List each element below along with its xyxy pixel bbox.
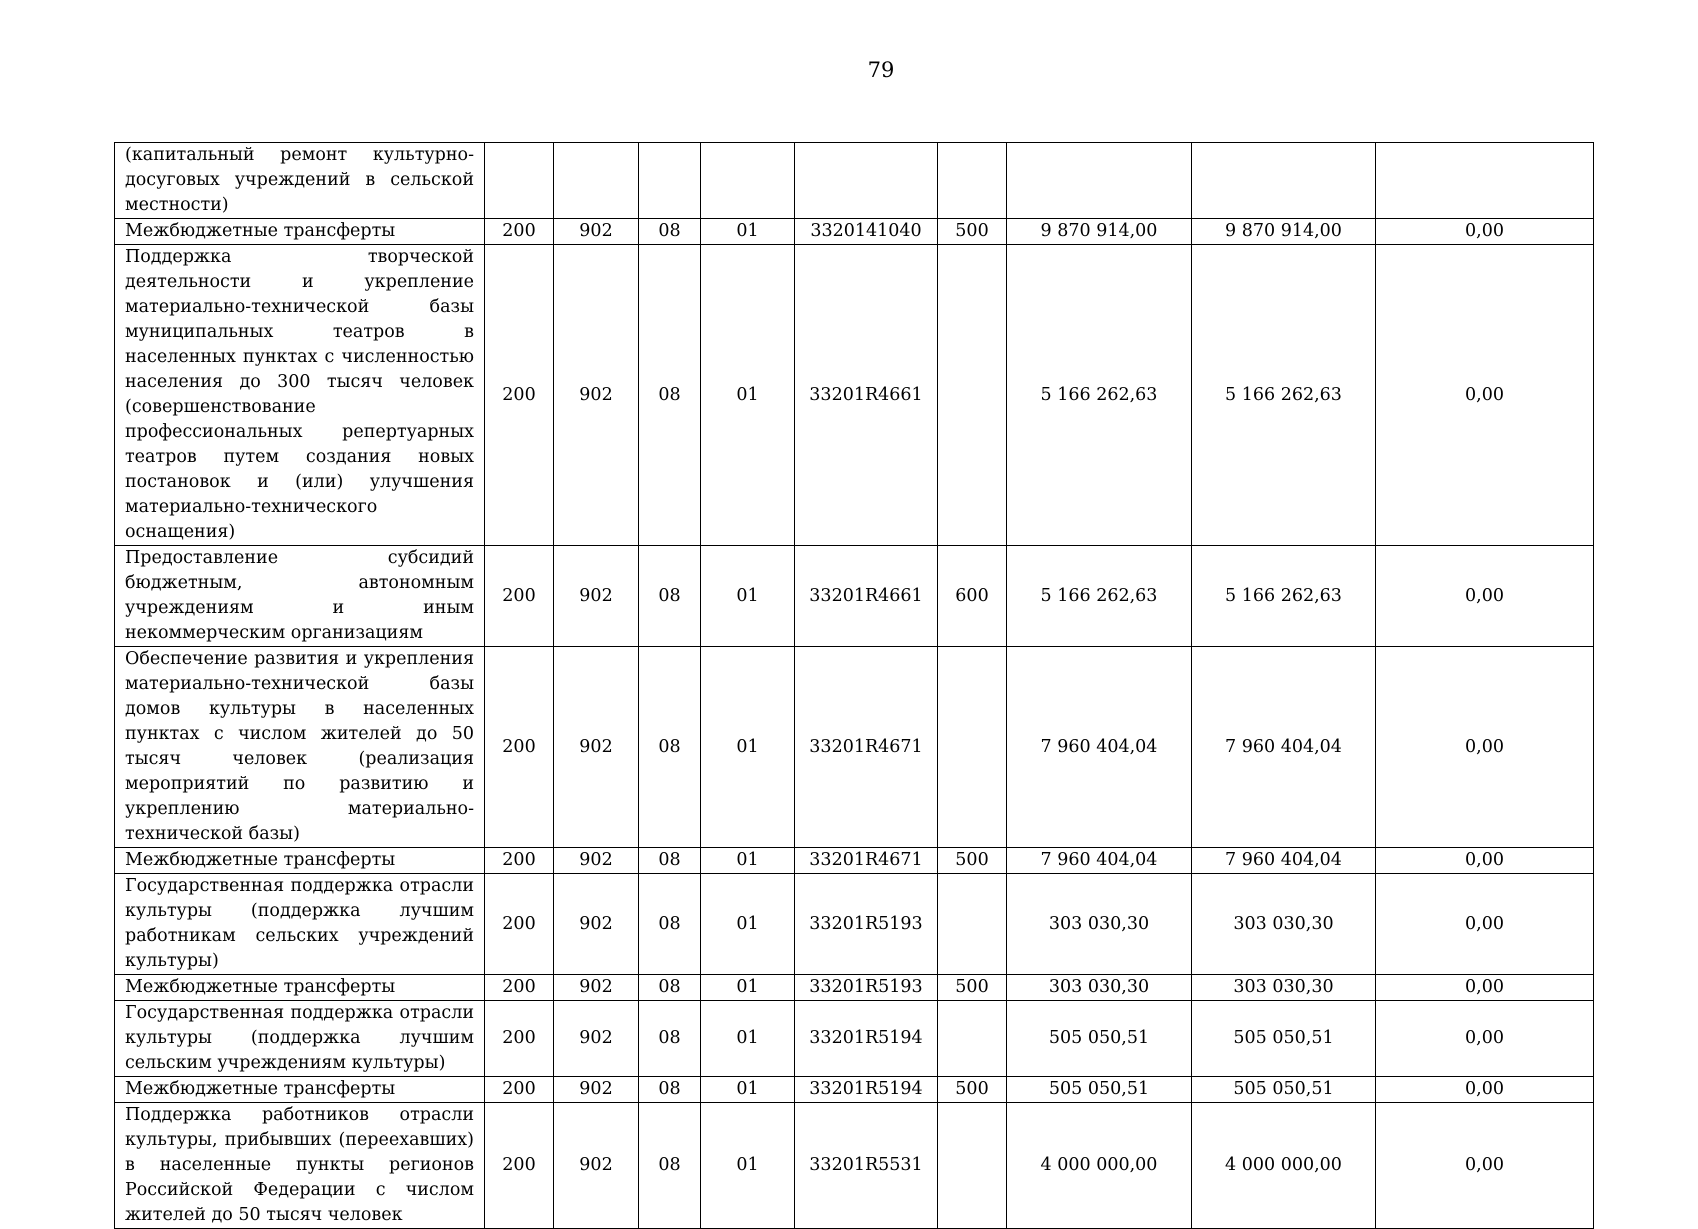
table-row bbox=[115, 1001, 1594, 1077]
row-name: Поддержка работников отрасли культуры, прибывших (переехавших) в населенные пункты регионов Российской Федерации с числом жителей до 50 тысяч человек bbox=[115, 1103, 485, 1229]
row-name: Поддержка творческой деятельности и укрепление материально-технической базы муниципальных театров в населенных пунктах с численностью населения до 300 тысяч человек (совершенствование профессиональных репертуарных театров путем создания новых постановок и (или) улучшения материально-технического оснащения) bbox=[115, 245, 485, 546]
cell-c7: 303 030,30 bbox=[1007, 874, 1192, 975]
cell-c9: 0,00 bbox=[1376, 647, 1594, 848]
cell-c2: 902 bbox=[554, 1077, 639, 1103]
cell-c8: 7 960 404,04 bbox=[1192, 848, 1376, 874]
cell-c3: 08 bbox=[639, 848, 701, 874]
cell-c7: 4 000 000,00 bbox=[1007, 1103, 1192, 1229]
cell-c1: 200 bbox=[485, 546, 554, 647]
cell-c2: 902 bbox=[554, 848, 639, 874]
cell-c6 bbox=[938, 874, 1007, 975]
cell-c2: 902 bbox=[554, 874, 639, 975]
page-number: 79 bbox=[867, 58, 895, 82]
cell-c6: 500 bbox=[938, 219, 1007, 245]
table-row bbox=[115, 546, 1594, 647]
row-name: Государственная поддержка отрасли культуры (поддержка лучшим работникам сельских учреждений культуры) bbox=[115, 874, 485, 975]
cell-c2: 902 bbox=[554, 546, 639, 647]
table-row bbox=[115, 647, 1594, 848]
table-row bbox=[115, 1077, 1594, 1103]
cell-c3: 08 bbox=[639, 546, 701, 647]
table-row bbox=[115, 1103, 1594, 1229]
row-name: Межбюджетные трансферты bbox=[115, 975, 485, 1001]
cell-c2: 902 bbox=[554, 975, 639, 1001]
cell-c9: 0,00 bbox=[1376, 848, 1594, 874]
table-row bbox=[115, 975, 1594, 1001]
cell-c5: 33201R4671 bbox=[795, 647, 938, 848]
cell-c6: 500 bbox=[938, 1077, 1007, 1103]
table-body bbox=[115, 143, 1594, 1229]
cell-c5: 33201R5193 bbox=[795, 874, 938, 975]
cell-c5: 33201R4661 bbox=[795, 546, 938, 647]
cell-c3: 08 bbox=[639, 874, 701, 975]
cell-c9 bbox=[1376, 143, 1594, 219]
budget-table bbox=[114, 142, 1594, 1229]
row-name: Межбюджетные трансферты bbox=[115, 848, 485, 874]
cell-c1: 200 bbox=[485, 848, 554, 874]
cell-c1: 200 bbox=[485, 647, 554, 848]
table-row bbox=[115, 848, 1594, 874]
cell-c8 bbox=[1192, 143, 1376, 219]
cell-c4: 01 bbox=[701, 219, 795, 245]
cell-c6 bbox=[938, 647, 1007, 848]
cell-c7: 5 166 262,63 bbox=[1007, 546, 1192, 647]
cell-c2: 902 bbox=[554, 219, 639, 245]
cell-c2: 902 bbox=[554, 647, 639, 848]
row-name: Предоставление субсидий бюджетным, автономным учреждениям и иным некоммерческим организациям bbox=[115, 546, 485, 647]
cell-c5 bbox=[795, 143, 938, 219]
cell-c7: 505 050,51 bbox=[1007, 1077, 1192, 1103]
cell-c2: 902 bbox=[554, 1103, 639, 1229]
row-name: Государственная поддержка отрасли культуры (поддержка лучшим сельским учреждениям культуры) bbox=[115, 1001, 485, 1077]
cell-c3 bbox=[639, 143, 701, 219]
table-row bbox=[115, 143, 1594, 219]
cell-c3: 08 bbox=[639, 647, 701, 848]
cell-c7: 505 050,51 bbox=[1007, 1001, 1192, 1077]
cell-c9: 0,00 bbox=[1376, 1001, 1594, 1077]
table-row bbox=[115, 874, 1594, 975]
cell-c6: 600 bbox=[938, 546, 1007, 647]
cell-c4: 01 bbox=[701, 546, 795, 647]
cell-c7 bbox=[1007, 143, 1192, 219]
cell-c3: 08 bbox=[639, 1103, 701, 1229]
cell-c1: 200 bbox=[485, 245, 554, 546]
cell-c9: 0,00 bbox=[1376, 975, 1594, 1001]
row-name: Обеспечение развития и укрепления материально-технической базы домов культуры в населенных пунктах с числом жителей до 50 тысяч человек (реализация мероприятий по развитию и укреплению материально-технической базы) bbox=[115, 647, 485, 848]
cell-c3: 08 bbox=[639, 245, 701, 546]
row-name: Межбюджетные трансферты bbox=[115, 219, 485, 245]
cell-c7: 5 166 262,63 bbox=[1007, 245, 1192, 546]
cell-c5: 33201R5194 bbox=[795, 1001, 938, 1077]
cell-c9: 0,00 bbox=[1376, 1103, 1594, 1229]
cell-c9: 0,00 bbox=[1376, 245, 1594, 546]
cell-c1: 200 bbox=[485, 1077, 554, 1103]
cell-c1 bbox=[485, 143, 554, 219]
cell-c4: 01 bbox=[701, 975, 795, 1001]
row-name: (капитальный ремонт культурно-досуговых учреждений в сельской местности) bbox=[115, 143, 485, 219]
cell-c4: 01 bbox=[701, 874, 795, 975]
cell-c7: 7 960 404,04 bbox=[1007, 848, 1192, 874]
cell-c8: 4 000 000,00 bbox=[1192, 1103, 1376, 1229]
cell-c8: 505 050,51 bbox=[1192, 1077, 1376, 1103]
cell-c4: 01 bbox=[701, 1077, 795, 1103]
table-row bbox=[115, 245, 1594, 546]
cell-c4 bbox=[701, 143, 795, 219]
cell-c9: 0,00 bbox=[1376, 1077, 1594, 1103]
cell-c5: 33201R4671 bbox=[795, 848, 938, 874]
cell-c4: 01 bbox=[701, 1103, 795, 1229]
cell-c3: 08 bbox=[639, 219, 701, 245]
cell-c7: 9 870 914,00 bbox=[1007, 219, 1192, 245]
cell-c2 bbox=[554, 143, 639, 219]
cell-c8: 9 870 914,00 bbox=[1192, 219, 1376, 245]
cell-c1: 200 bbox=[485, 1001, 554, 1077]
cell-c5: 33201R5193 bbox=[795, 975, 938, 1001]
cell-c8: 303 030,30 bbox=[1192, 975, 1376, 1001]
cell-c6 bbox=[938, 1103, 1007, 1229]
cell-c9: 0,00 bbox=[1376, 874, 1594, 975]
cell-c5: 3320141040 bbox=[795, 219, 938, 245]
cell-c1: 200 bbox=[485, 219, 554, 245]
cell-c6: 500 bbox=[938, 848, 1007, 874]
cell-c8: 7 960 404,04 bbox=[1192, 647, 1376, 848]
cell-c1: 200 bbox=[485, 874, 554, 975]
cell-c2: 902 bbox=[554, 1001, 639, 1077]
cell-c6 bbox=[938, 1001, 1007, 1077]
cell-c8: 303 030,30 bbox=[1192, 874, 1376, 975]
cell-c5: 33201R5531 bbox=[795, 1103, 938, 1229]
cell-c6: 500 bbox=[938, 975, 1007, 1001]
cell-c3: 08 bbox=[639, 1001, 701, 1077]
cell-c2: 902 bbox=[554, 245, 639, 546]
cell-c6 bbox=[938, 143, 1007, 219]
cell-c3: 08 bbox=[639, 975, 701, 1001]
cell-c1: 200 bbox=[485, 975, 554, 1001]
cell-c7: 303 030,30 bbox=[1007, 975, 1192, 1001]
cell-c1: 200 bbox=[485, 1103, 554, 1229]
cell-c5: 33201R5194 bbox=[795, 1077, 938, 1103]
cell-c4: 01 bbox=[701, 1001, 795, 1077]
cell-c5: 33201R4661 bbox=[795, 245, 938, 546]
cell-c4: 01 bbox=[701, 848, 795, 874]
cell-c9: 0,00 bbox=[1376, 219, 1594, 245]
cell-c3: 08 bbox=[639, 1077, 701, 1103]
row-name: Межбюджетные трансферты bbox=[115, 1077, 485, 1103]
cell-c8: 505 050,51 bbox=[1192, 1001, 1376, 1077]
cell-c8: 5 166 262,63 bbox=[1192, 245, 1376, 546]
table-row bbox=[115, 219, 1594, 245]
cell-c4: 01 bbox=[701, 245, 795, 546]
cell-c8: 5 166 262,63 bbox=[1192, 546, 1376, 647]
cell-c6 bbox=[938, 245, 1007, 546]
cell-c9: 0,00 bbox=[1376, 546, 1594, 647]
cell-c4: 01 bbox=[701, 647, 795, 848]
cell-c7: 7 960 404,04 bbox=[1007, 647, 1192, 848]
